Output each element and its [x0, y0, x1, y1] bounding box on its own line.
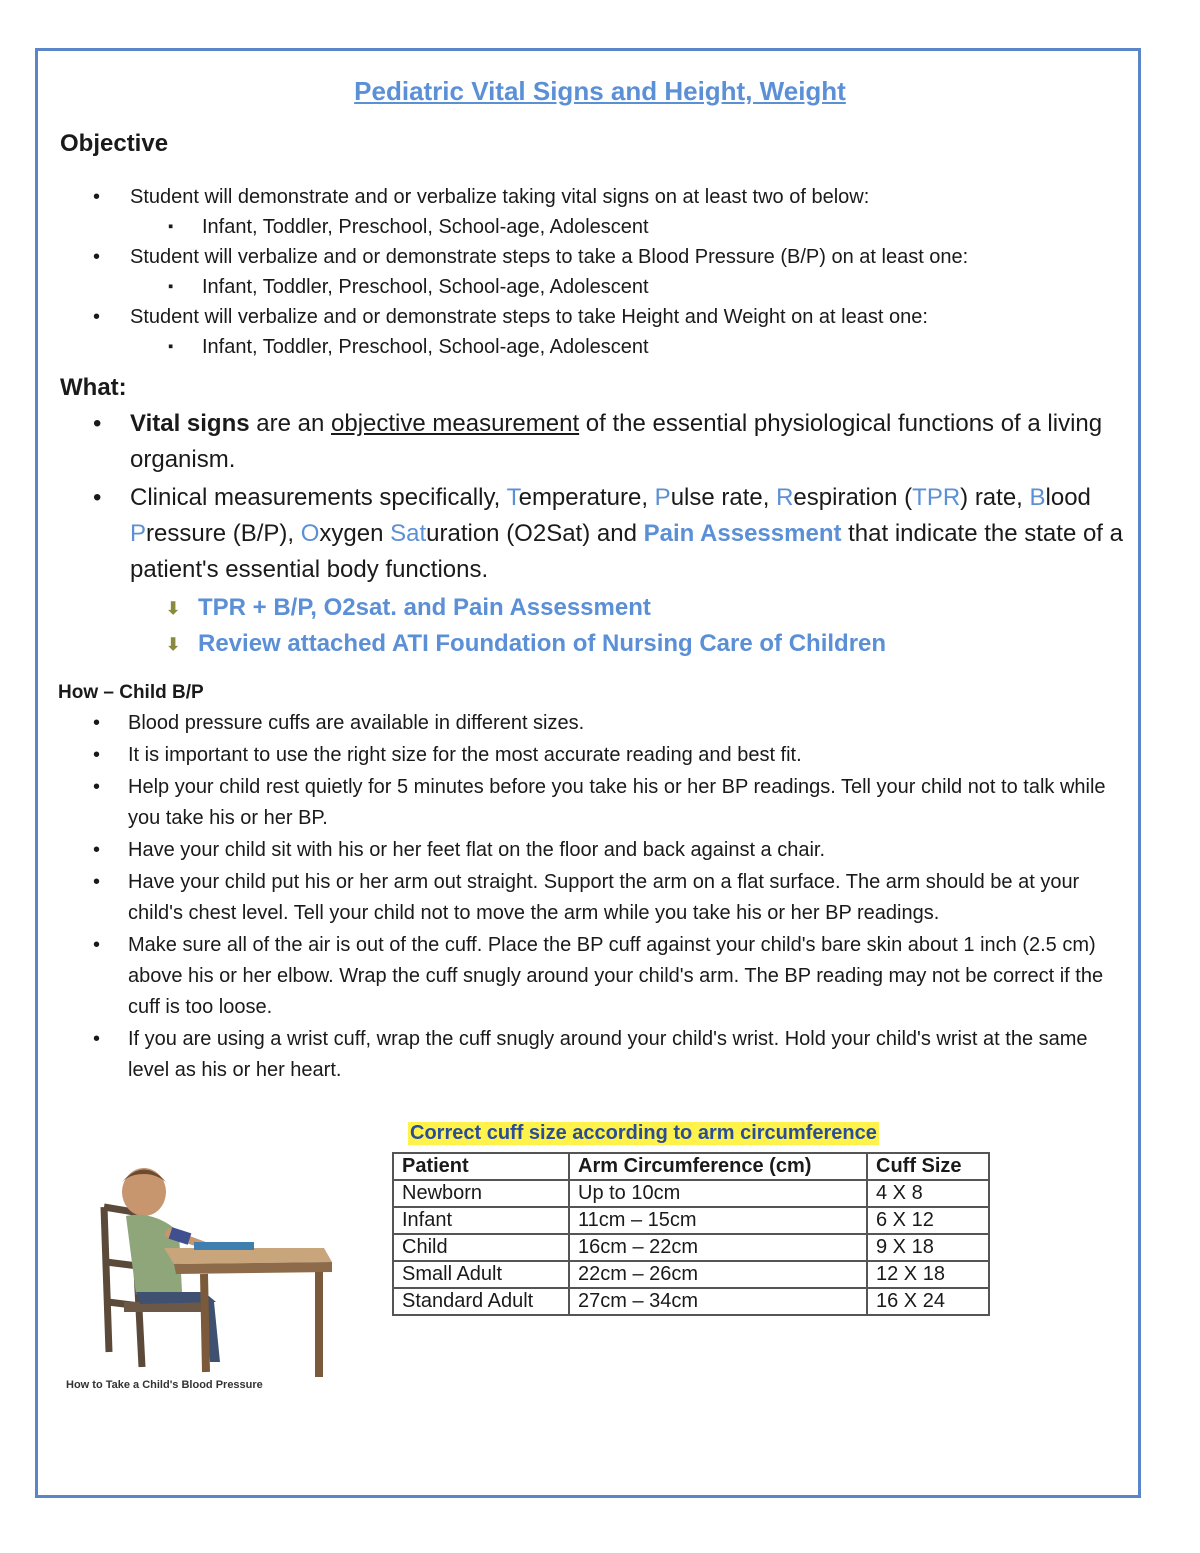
- list-item: • Student will verbalize and or demonstrate steps to take Height and Weight on at least one:: [90, 302, 1150, 332]
- what-heading: What:: [60, 374, 127, 401]
- table-cell: Newborn: [393, 1180, 569, 1207]
- table-cell: 9 X 18: [867, 1234, 989, 1261]
- table-cell: 22cm – 26cm: [569, 1261, 867, 1288]
- list-item: • Have your child sit with his or her feet flat on the floor and back against a chair.: [90, 835, 1130, 866]
- list-item: • Blood pressure cuffs are available in different sizes.: [90, 708, 1130, 739]
- child-blood-pressure-illustration: [64, 1152, 334, 1382]
- objective-heading: Objective: [60, 130, 169, 157]
- table-row: [393, 1180, 989, 1207]
- table-row: [393, 1261, 989, 1288]
- list-subitem: ▪ Infant, Toddler, Preschool, School-age, Adolescent: [90, 272, 1150, 302]
- list-subitem: ▪ Infant, Toddler, Preschool, School-age, Adolescent: [90, 332, 1150, 362]
- vital-signs-term: Vital signs: [130, 410, 250, 437]
- reference-item: ⬇ TPR + B/P, O2sat. and Pain Assessment: [90, 590, 1150, 626]
- table-cell: Infant: [393, 1207, 569, 1234]
- list-item: • Make sure all of the air is out of the cuff. Place the BP cuff against your child's bare skin about 1 inch (2.5 cm) above his or her elbow. Wrap the cuff snugly around your child's arm. The BP reading may not be correct if the cuff is too loose.: [90, 930, 1130, 1023]
- table-cell: 27cm – 34cm: [569, 1288, 867, 1315]
- table-cell: Child: [393, 1234, 569, 1261]
- table-caption: Correct cuff size according to arm circumference: [410, 1122, 877, 1144]
- reference-item: ⬇ Review attached ATI Foundation of Nursing Care of Children: [90, 626, 1150, 662]
- how-list: [90, 708, 1130, 1087]
- table-cell: 11cm – 15cm: [569, 1207, 867, 1234]
- list-item: • It is important to use the right size for the most accurate reading and best fit.: [90, 740, 1130, 771]
- pain-assessment-term: Pain Assessment: [643, 520, 842, 547]
- table-cell: 4 X 8: [867, 1180, 989, 1207]
- table-row: [393, 1207, 989, 1234]
- table-cell: 16 X 24: [867, 1288, 989, 1315]
- table-cell: 6 X 12: [867, 1207, 989, 1234]
- table-cell: Standard Adult: [393, 1288, 569, 1315]
- list-item: • Student will demonstrate and or verbalize taking vital signs on at least two of below:: [90, 182, 1150, 212]
- objective-measurement-term: objective measurement: [331, 410, 580, 437]
- objective-list: [90, 182, 1150, 362]
- list-item: • Student will verbalize and or demonstrate steps to take a Blood Pressure (B/P) on at least one:: [90, 242, 1150, 272]
- table-row: [393, 1288, 989, 1315]
- column-header: Cuff Size: [867, 1153, 989, 1180]
- list-item: • Help your child rest quietly for 5 minutes before you take his or her BP readings. Tell your child not to talk while you take his or her BP.: [90, 772, 1130, 834]
- what-list: [90, 406, 1150, 662]
- list-item: • Have your child put his or her arm out straight. Support the arm on a flat surface. The arm should be at your child's chest level. Tell your child not to move the arm while you take his or her BP readings.: [90, 867, 1130, 929]
- table-cell: Small Adult: [393, 1261, 569, 1288]
- how-heading: How – Child B/P: [58, 682, 204, 703]
- column-header: Arm Circumference (cm): [569, 1153, 867, 1180]
- list-item: • Vital signs are an objective measurement of the essential physiological functions of a living organism.: [90, 406, 1150, 478]
- list-subitem: ▪ Infant, Toddler, Preschool, School-age, Adolescent: [90, 212, 1150, 242]
- table-header-row: [393, 1153, 989, 1180]
- table-cell: Up to 10cm: [569, 1180, 867, 1207]
- table-cell: 12 X 18: [867, 1261, 989, 1288]
- table-cell: 16cm – 22cm: [569, 1234, 867, 1261]
- cuff-size-table: [392, 1152, 990, 1316]
- list-item: • If you are using a wrist cuff, wrap the cuff snugly around your child's wrist. Hold your child's wrist at the same level as his or her heart.: [90, 1024, 1130, 1086]
- page-title: Pediatric Vital Signs and Height, Weight: [354, 76, 846, 106]
- column-header: Patient: [393, 1153, 569, 1180]
- table-row: [393, 1234, 989, 1261]
- list-item: • Clinical measurements specifically, Temperature, Pulse rate, Respiration (TPR) rate, Blood Pressure (B/P), Oxygen Saturation (O2Sat) and Pain Assessment that indicate the state of a patient's essential body functions.: [90, 480, 1150, 588]
- figure-caption: How to Take a Child's Blood Pressure: [66, 1379, 263, 1391]
